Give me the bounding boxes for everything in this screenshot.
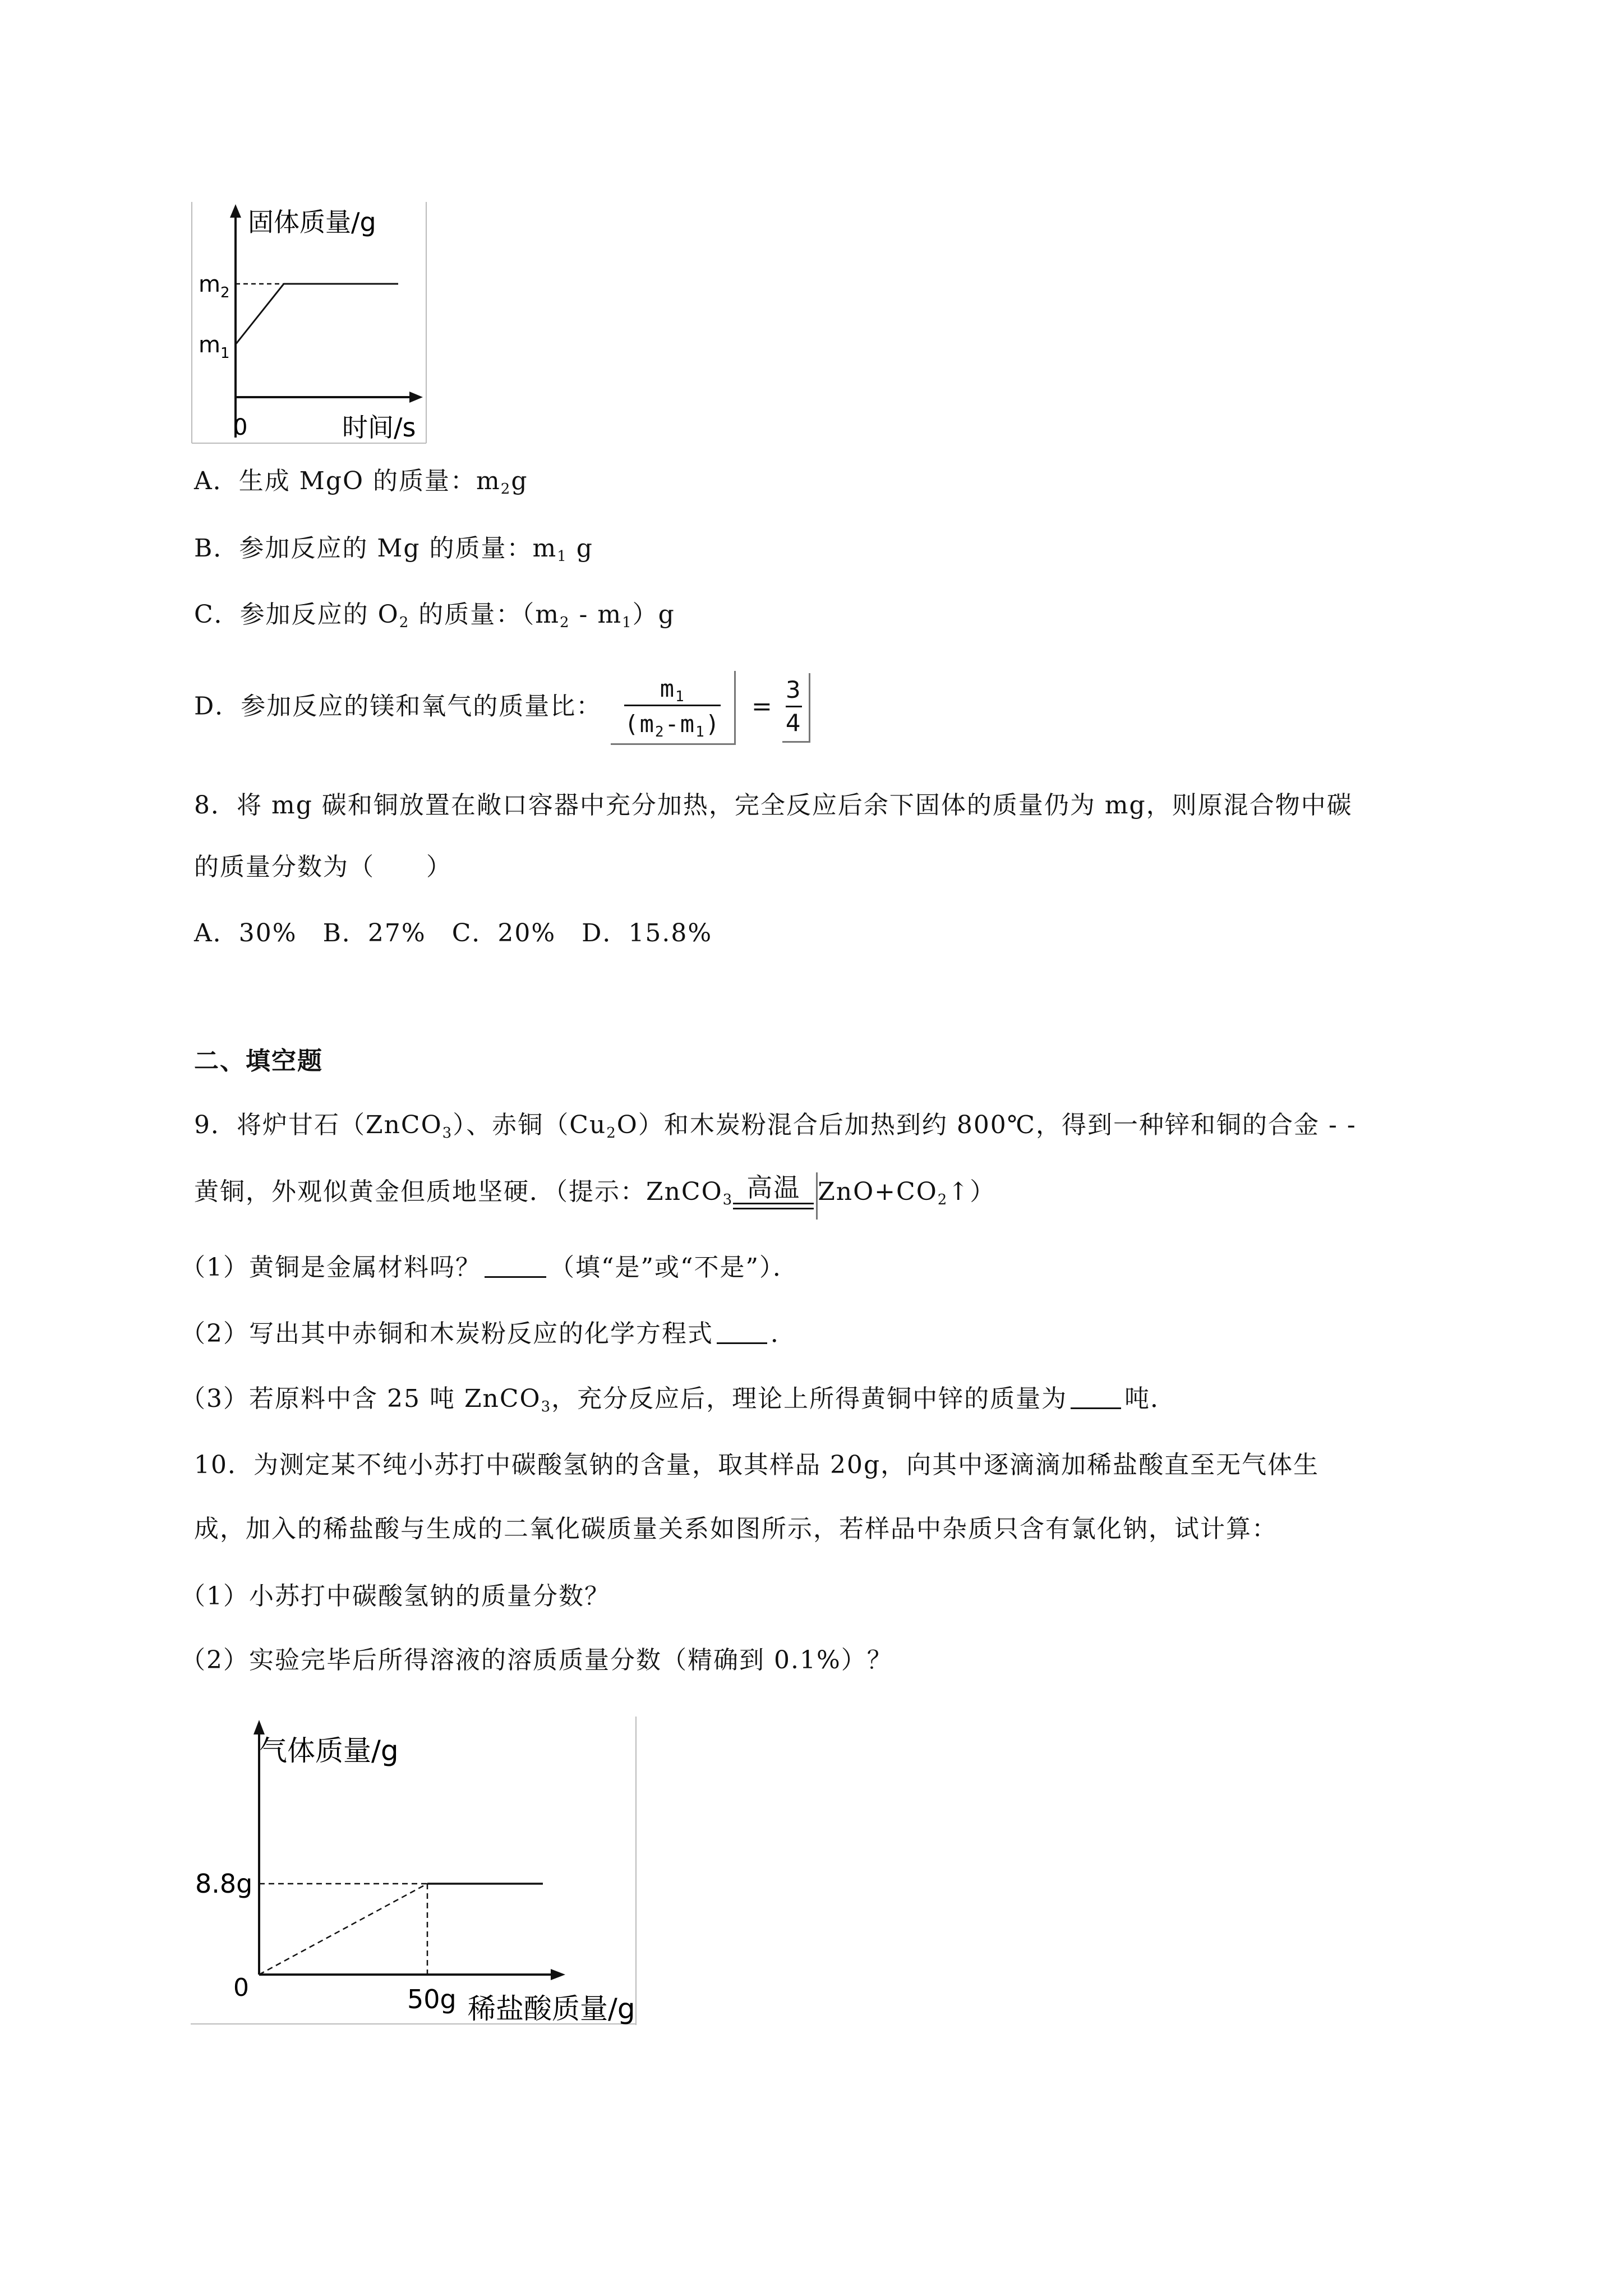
q7-option-b: B．参加反应的 Mg 的质量：$m_1$ g — [194, 534, 593, 565]
chart1-xlabel: 时间/s — [342, 412, 416, 443]
q10-part2: （2）实验完毕后所得溶液的溶质质量分数（精确到 0.1%）？ — [181, 1646, 893, 1674]
q9-line1: 9．将炉甘石（ZnCO$_3$）、赤铜$(Cu_2O)$和木炭粉混合后加热到约 800℃，得到一种锌和铜的合金 - - — [194, 1111, 1357, 1142]
section-title: 二、填空题 — [194, 1047, 323, 1075]
q7-option-a: A．生成 MgO 的质量：$m_2g$ — [194, 467, 528, 498]
q8-options: A．30% B．27% C．20% D．15.8% — [194, 919, 713, 947]
answer-blank[interactable] — [1071, 1385, 1121, 1409]
q8-line1: 8．将 mg 碳和铜放置在敞口容器中充分加热，完全反应后余下固体的质量仍为 mg，则原混合物中碳 — [194, 791, 1353, 820]
q8-line2: 的质量分数为（ ） — [194, 853, 452, 881]
chart2-xlabel: 稀盐酸质量/g — [468, 1993, 635, 2025]
q10-part1: （1）小苏打中碳酸氢钠的质量分数？ — [181, 1582, 610, 1611]
q9-line2: 黄铜，外观似黄金但质地坚硬．（提示：ZnCO$_3$ 高温 $ZnO+CO_2↑$） — [194, 1172, 995, 1220]
ratio-three-fourths: $\frac{3}{4}$ — [782, 673, 810, 743]
chart1-rise-segment — [236, 284, 284, 344]
chart2-rise-dashed — [259, 1884, 427, 1975]
q7-option-c: C．参加反应的 $O_2$ 的质量：$(m_2 - m_1)g$ — [194, 600, 675, 631]
answer-blank[interactable] — [717, 1320, 767, 1344]
q10-line2: 成，加入的稀盐酸与生成的二氧化碳质量关系如图所示，若样品中杂质只含有氯化钠，试计算： — [194, 1515, 1278, 1543]
answer-blank[interactable] — [485, 1254, 546, 1278]
chart2-x-tick: 50g — [407, 1984, 457, 2014]
chart1-ylabel: 固体质量/g — [248, 207, 376, 237]
q9-part2: （2）写出其中赤铜和木炭粉反应的化学方程式 ． — [181, 1319, 796, 1348]
chart2-y-tick: 8.8g — [195, 1869, 253, 1899]
q9-part1: （1）黄铜是金属材料吗？ （填“是”或“不是”）． — [181, 1253, 799, 1282]
gas-mass-acid-chart — [191, 1717, 639, 2031]
mass-ratio-fraction: $\frac{m_1}{(m_2-m_1)}$ — [611, 671, 736, 745]
q7-option-d: D．参加反应的镁和氧气的质量比： $\frac{m_1}{(m_2-m_1)}$ = $\frac{3}{4}$ — [194, 671, 810, 745]
q9-part3: （3）若原料中含 25 吨 ZnCO$_3$，充分反应后，理论上所得黄铜中锌的质量为 吨． — [181, 1384, 1177, 1415]
chart2-ylabel: 气体质量/g — [259, 1734, 399, 1767]
chart1-m1-label: $m_1$ — [199, 332, 230, 362]
chart2-x-arrow — [551, 1969, 565, 1980]
chart1-origin: 0 — [233, 415, 248, 440]
chart2-y-arrow — [253, 1720, 265, 1734]
high-temperature-condition: 高温 — [733, 1172, 818, 1220]
chart1-m2-label: $m_2$ — [199, 272, 230, 301]
chart1-x-arrow — [409, 392, 423, 403]
chart2-origin: 0 — [233, 1973, 249, 2002]
chart1-y-arrow — [230, 204, 241, 218]
solid-mass-time-chart — [191, 202, 437, 449]
q10-line1: 10．为测定某不纯小苏打中碳酸氢钠的含量，取其样品 20g，向其中逐滴滴加稀盐酸直至无气体生 — [194, 1451, 1320, 1479]
